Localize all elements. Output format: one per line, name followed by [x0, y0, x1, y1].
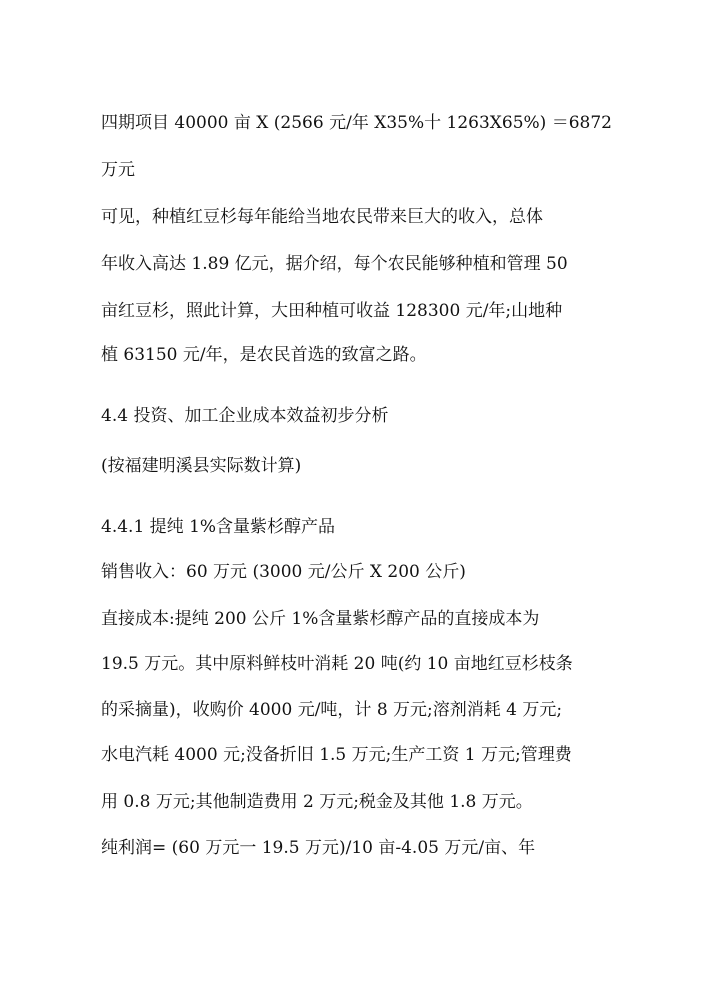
text-line-direct-cost-1: 直接成本:提纯 200 公斤 1%含量紫杉醇产品的直接成本为	[101, 609, 540, 629]
text-line-sales-revenue: 销售收入：60 万元 (3000 元/公斤 X 200 公斤)	[101, 562, 466, 582]
section-heading-4-4: 4.4 投资、加工企业成本效益初步分析	[101, 406, 389, 426]
text-line-paragraph-2: 年收入高达 1.89 亿元，据介绍，每个农民能够种植和管理 50	[101, 254, 568, 274]
text-line-wanyuan: 万元	[101, 160, 135, 180]
text-line-direct-cost-4: 水电汽耗 4000 元;没备折旧 1.5 万元;生产工资 1 万元;管理费	[101, 745, 572, 765]
section-subheading-note: (按福建明溪县实际数计算)	[101, 456, 302, 476]
text-line-paragraph-3: 亩红豆杉，照此计算，大田种植可收益 128300 元/年;山地种	[101, 301, 563, 321]
text-line-direct-cost-2: 19.5 万元。其中原料鲜枝叶消耗 20 吨(约 10 亩地红豆杉枝条	[101, 654, 573, 674]
text-line-net-profit: 纯利润= (60 万元一 19.5 万元)/10 亩-4.05 万元/亩、年	[101, 838, 536, 858]
text-line-paragraph-4: 植 63150 元/年，是农民首选的致富之路。	[101, 345, 427, 365]
text-line-paragraph-1: 可见，种植红豆杉每年能给当地农民带来巨大的收入，总体	[101, 207, 543, 227]
text-line-phase4-calc: 四期项目 40000 亩 X (2566 元/年 X35%十 1263X65%) ＝6872	[101, 113, 612, 133]
text-line-direct-cost-3: 的采摘量)，收购价 4000 元/吨，计 8 万元;溶剂消耗 4 万元;	[101, 700, 563, 720]
section-heading-4-4-1: 4.4.1 提纯 1%含量紫杉醇产品	[101, 517, 336, 537]
text-line-direct-cost-5: 用 0.8 万元;其他制造费用 2 万元;税金及其他 1.8 万元。	[101, 792, 533, 812]
